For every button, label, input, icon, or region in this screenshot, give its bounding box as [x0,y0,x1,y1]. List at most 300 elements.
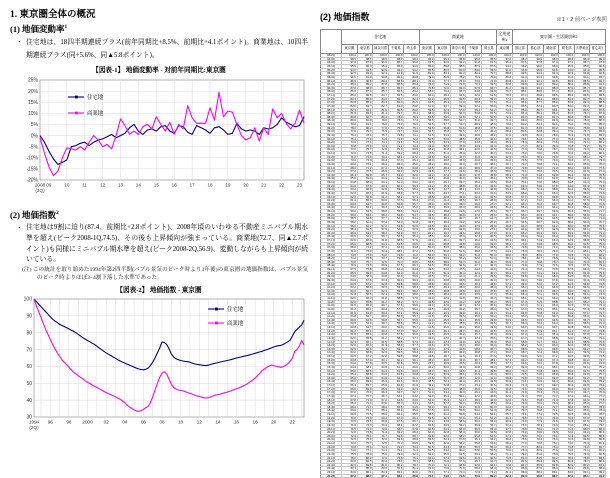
index-value-cell: 56.2 [466,420,482,424]
index-value-cell: 59.5 [388,188,404,192]
section-2-heading: (2) 地価指数$^2$ [10,210,59,220]
index-value-cell: 88.1 [404,79,420,83]
index-value-cell: 62.0 [342,300,358,304]
index-value-cell: 64.4 [543,235,559,239]
index-value-cell: 36.7 [481,347,497,351]
index-value-cell: 76.9 [466,75,482,79]
index-value-cell: 47.0 [435,304,451,308]
index-value-cell: 45.2 [419,162,435,166]
index-value-cell: 64.5 [404,405,420,409]
index-value-cell: 60.5 [342,322,358,326]
index-value-cell: 80.2 [388,463,404,467]
index-value-cell: 86.1 [528,112,544,116]
index-value-cell: 82.7 [357,115,373,119]
index-value-cell: 98.7 [512,57,528,61]
index-value-cell: 59.2 [450,423,466,427]
index-value-cell: 69.3 [528,213,544,217]
index-value-cell: 80.6 [559,460,575,464]
index-value-cell: 93.4 [574,68,590,72]
index-value-cell: 33.6 [481,184,497,188]
index-value-cell: 54.9 [574,231,590,235]
index-value-cell: 69.3 [528,231,544,235]
index-value-cell: 61.2 [373,195,389,199]
index-value-cell: 55.0 [481,420,497,424]
index-value-cell: 45.4 [450,152,466,156]
index-value-cell: 76.5 [512,434,528,438]
index-value-cell: 68.5 [528,224,544,228]
index-value-cell: 69.1 [497,445,513,449]
index-value-cell: 54.5 [419,402,435,406]
index-value-cell: 66.8 [373,268,389,272]
index-value-cell: 72.6 [590,202,606,206]
index-value-cell: 70.4 [373,249,389,253]
index-value-cell: 76.2 [512,152,528,156]
index-value-cell: 68.5 [357,242,373,246]
index-value-cell: 79.8 [528,148,544,152]
index-value-cell: 53.8 [388,224,404,228]
index-value-cell: 62.2 [357,224,373,228]
index-value-cell: 56.5 [574,235,590,239]
index-value-cell: 71.0 [342,423,358,427]
index-value-cell: 73.8 [574,133,590,137]
index-value-cell: 46.1 [435,181,451,185]
index-value-cell: 85.5 [419,68,435,72]
index-value-cell: 85.0 [528,119,544,123]
index-value-cell: 59.9 [497,380,513,384]
index-value-cell: 72.5 [373,260,389,264]
index-value-cell: 62.6 [466,94,482,98]
index-value-cell: 61.9 [373,191,389,195]
index-value-cell: 39.5 [481,275,497,279]
index-value-cell: 54.5 [497,329,513,333]
index-value-cell: 59.2 [574,347,590,351]
index-value-cell: 31.6 [450,210,466,214]
index-value-cell: 66.4 [342,173,358,177]
index-value-cell: 85.0 [559,94,575,98]
index-value-cell: 62.5 [342,239,358,243]
index-value-cell: 98.9 [528,57,544,61]
index-value-cell: 79.3 [357,130,373,134]
svg-text:15: 15 [153,182,159,188]
index-value-cell: 39.7 [466,162,482,166]
index-value-cell: 85.4 [528,460,544,464]
index-value-cell: 63.3 [388,387,404,391]
index-value-cell: 74.5 [512,159,528,163]
index-value-cell: 49.5 [435,362,451,366]
index-value-cell: 64.6 [574,398,590,402]
row-label: 15-2Q [321,358,342,362]
svg-text:-15%: -15% [26,166,38,173]
index-value-cell: 76.4 [357,445,373,449]
index-value-cell: 83.6 [481,68,497,72]
index-value-cell: 71.3 [404,449,420,453]
index-value-cell: 53.5 [435,387,451,391]
index-value-cell: 82.0 [559,463,575,467]
index-value-cell: 46.1 [466,391,482,395]
index-value-cell: 56.2 [404,307,420,311]
index-value-cell: 74.1 [373,449,389,453]
index-value-cell: 72.6 [528,355,544,359]
index-value-cell: 74.8 [590,278,606,282]
index-value-cell: 47.0 [435,336,451,340]
index-value-cell: 75.7 [543,148,559,152]
index-value-cell: 77.9 [528,264,544,268]
index-value-cell: 58.2 [388,300,404,304]
index-value-cell: 72.3 [559,434,575,438]
index-value-cell: 72.0 [559,431,575,435]
index-value-cell: 33.8 [481,318,497,322]
index-value-cell: 62.2 [574,177,590,181]
index-value-cell: 67.6 [543,278,559,282]
index-value-cell: 65.9 [373,387,389,391]
index-value-cell: 70.3 [512,369,528,373]
index-value-cell: 40.0 [466,286,482,290]
index-value-cell: 72.6 [512,398,528,402]
index-value-cell: 72.9 [466,471,482,475]
index-value-cell: 73.0 [512,402,528,406]
index-value-cell: 63.8 [481,90,497,94]
index-value-cell: 52.5 [404,224,420,228]
index-value-cell: 78.3 [512,253,528,257]
index-value-cell: 77.6 [373,456,389,460]
index-value-cell: 38.1 [481,358,497,362]
index-value-cell: 67.2 [342,170,358,174]
index-value-cell: 77.0 [512,148,528,152]
index-value-cell: 70.2 [435,90,451,94]
index-value-cell: 77.6 [373,126,389,130]
index-value-cell: 69.0 [543,271,559,275]
index-value-cell: 42.5 [419,307,435,311]
index-value-cell: 59.0 [559,231,575,235]
index-value-cell: 37.5 [466,173,482,177]
index-value-cell: 74.3 [497,108,513,112]
index-value-cell: 81.7 [590,144,606,148]
index-value-cell: 67.4 [543,358,559,362]
index-value-cell: 62.0 [342,195,358,199]
index-value-cell: 76.2 [590,380,606,384]
index-value-cell: 58.5 [559,217,575,221]
index-value-cell: 63.5 [559,355,575,359]
index-value-cell: 70.0 [466,474,482,478]
index-value-cell: 83.0 [342,104,358,108]
index-value-cell: 95.5 [342,65,358,69]
index-value-cell: 76.5 [497,460,513,464]
index-value-cell: 63.9 [388,170,404,174]
index-value-cell: 80.4 [590,431,606,435]
index-value-cell: 58.9 [574,191,590,195]
index-value-cell: 76.3 [404,123,420,127]
index-value-cell: 41.8 [450,297,466,301]
index-value-cell: 36.2 [466,181,482,185]
index-value-cell: 60.5 [404,242,420,246]
index-value-cell: 65.8 [357,195,373,199]
index-value-cell: 73.9 [543,155,559,159]
index-value-cell: 66.1 [543,340,559,344]
index-value-cell: 74.9 [435,83,451,87]
index-value-cell: 39.7 [450,239,466,243]
index-value-cell: 79.0 [559,123,575,127]
index-value-cell: 69.2 [512,358,528,362]
index-value-cell: 69.5 [388,434,404,438]
index-value-cell: 45.0 [466,246,482,250]
index-value-cell: 65.0 [342,242,358,246]
svg-text:40: 40 [26,397,32,404]
index-value-cell: 61.5 [373,340,389,344]
index-value-cell: 67.0 [466,463,482,467]
index-value-cell: 65.3 [373,380,389,384]
index-value-cell: 78.9 [574,115,590,119]
index-value-cell: 33.8 [419,220,435,224]
index-value-cell: 70.1 [512,181,528,185]
index-value-cell: 75.3 [512,155,528,159]
index-value-cell: 67.7 [512,300,528,304]
row-label: 18-3Q [321,405,342,409]
row-label: 13-4Q [321,336,342,340]
index-value-cell: 50.0 [435,365,451,369]
index-value-cell: 73.0 [574,452,590,456]
index-value-cell: 67.8 [543,362,559,366]
index-value-cell: 84.3 [512,112,528,116]
index-value-cell: 88.6 [450,65,466,69]
row-label: 06-4Q [321,235,342,239]
index-value-cell: 82.5 [543,460,559,464]
index-value-cell: 93.3 [357,72,373,76]
index-value-cell: 39.0 [481,278,497,282]
index-value-cell: 59.3 [404,184,420,188]
row-label: 12-2Q [321,315,342,319]
index-value-cell: 50.9 [435,373,451,377]
index-value-cell: 48.8 [435,289,451,293]
index-value-cell: 81.6 [373,463,389,467]
row-label: 97-3Q [321,101,342,105]
index-value-cell: 56.5 [419,115,435,119]
index-value-cell: 93.0 [435,61,451,65]
section-1-bullet [16,37,308,62]
row-label: 98-2Q [321,112,342,116]
index-value-cell: 69.8 [357,173,373,177]
index-value-cell: 62.9 [342,347,358,351]
row-label: 02-1Q [321,166,342,170]
index-value-cell: 93.6 [512,72,528,76]
index-value-cell: 65.0 [497,409,513,413]
index-value-cell: 71.2 [357,166,373,170]
index-value-cell: 83.1 [574,471,590,475]
index-value-cell: 70.0 [559,416,575,420]
index-value-cell: 67.6 [497,133,513,137]
index-value-cell: 36.2 [466,239,482,243]
index-value-cell: 76.2 [497,101,513,105]
index-value-cell: 68.4 [435,94,451,98]
row-label: 11-4Q [321,307,342,311]
row-label: 19-2Q [321,416,342,420]
index-value-cell: 54.6 [481,434,497,438]
index-value-cell: 40.7 [435,231,451,235]
index-value-cell: 48.3 [466,398,482,402]
row-label: 99-3Q [321,130,342,134]
index-value-cell: 71.4 [543,402,559,406]
index-value-cell: 38.8 [481,282,497,286]
index-value-cell: 70.4 [528,235,544,239]
index-value-cell: 63.6 [357,210,373,214]
index-value-cell: 75.3 [543,438,559,442]
index-value-cell: 72.8 [512,246,528,250]
index-value-cell: 69.0 [357,177,373,181]
index-value-cell: 62.0 [388,271,404,275]
index-value-cell: 63.0 [435,420,451,424]
index-value-cell: 87.4 [590,463,606,467]
index-value-cell: 91.0 [559,75,575,79]
index-value-cell: 49.8 [435,278,451,282]
index-value-cell: 54.8 [481,431,497,435]
right-header [320,10,607,23]
index-value-cell: 59.1 [404,358,420,362]
index-value-cell: 65.3 [543,199,559,203]
index-value-cell: 78.3 [590,409,606,413]
index-value-cell: 71.0 [435,460,451,464]
column-group-header: 東京圏・生活圏別※2 [512,30,605,45]
index-value-cell: 69.2 [388,152,404,156]
index-value-cell: 69.5 [404,442,420,446]
index-value-cell: 71.6 [574,257,590,261]
index-value-cell: 68.1 [574,423,590,427]
index-value-cell: 66.5 [357,293,373,297]
index-value-cell: 68.1 [512,239,528,243]
index-value-cell: 69.2 [466,467,482,471]
index-value-cell: 71.9 [450,83,466,87]
column-header: 多摩地区 [574,45,590,54]
index-value-cell: 88.0 [342,83,358,87]
index-value-cell: 50.8 [481,115,497,119]
index-value-cell: 97.0 [342,61,358,65]
index-value-cell: 63.2 [404,394,420,398]
index-value-cell: 73.0 [357,416,373,420]
index-value-cell: 68.0 [559,246,575,250]
index-value-cell: 83.5 [528,126,544,130]
row-label: 95-1Q [321,65,342,69]
row-label: 22-3Q [321,463,342,467]
index-value-cell: 62.4 [543,220,559,224]
index-value-cell: 42.3 [450,293,466,297]
index-value-cell: 65.3 [342,373,358,377]
index-value-cell: 68.1 [574,155,590,159]
row-label: 11-1Q [321,297,342,301]
index-value-cell: 58.8 [388,239,404,243]
column-header: 埼玉県 [481,45,497,54]
index-value-cell: 80.2 [543,456,559,460]
index-value-cell: 86.0 [590,119,606,123]
index-value-cell: 70.4 [528,322,544,326]
index-value-cell: 73.8 [590,297,606,301]
index-value-cell: 72.3 [512,394,528,398]
index-value-cell: 87.6 [590,108,606,112]
index-value-cell: 64.7 [357,315,373,319]
index-value-cell: 82.3 [497,474,513,478]
index-value-cell: 66.7 [404,264,420,268]
index-value-cell: 71.6 [450,474,466,478]
index-value-cell: 79.3 [590,264,606,268]
index-value-cell: 50.5 [435,155,451,159]
table-row [321,474,606,478]
index-value-cell: 72.5 [559,438,575,442]
index-value-cell: 89.8 [512,83,528,87]
index-value-cell: 75.9 [590,177,606,181]
index-value-cell: 54.1 [497,315,513,319]
index-value-cell: 69.0 [559,162,575,166]
row-label: 02-4Q [321,177,342,181]
index-value-cell: 78.0 [559,126,575,130]
index-value-cell: 45.0 [419,289,435,293]
index-value-cell: 45.8 [481,394,497,398]
index-value-cell: 39.7 [450,181,466,185]
index-value-cell: 40.0 [435,228,451,232]
index-value-cell: 72.1 [590,206,606,210]
index-value-cell: 59.8 [419,434,435,438]
index-value-cell: 39.1 [450,318,466,322]
svg-text:22: 22 [289,419,295,425]
index-value-cell: 71.6 [512,387,528,391]
index-value-cell: 79.7 [404,463,420,467]
index-value-cell: 63.2 [342,351,358,355]
index-value-cell: 54.0 [388,220,404,224]
index-value-cell: 62.6 [450,97,466,101]
index-value-cell: 81.3 [512,456,528,460]
index-value-cell: 43.5 [419,300,435,304]
index-value-cell: 68.0 [419,90,435,94]
index-value-cell: 68.0 [497,438,513,442]
index-value-cell: 84.3 [559,97,575,101]
index-value-cell: 68.0 [559,166,575,170]
index-value-cell: 38.1 [450,188,466,192]
index-value-cell: 25.6 [481,210,497,214]
index-value-cell: 95.8 [590,68,606,72]
index-value-cell: 70.5 [419,86,435,90]
index-value-cell: 48.7 [435,355,451,359]
index-value-cell: 43.6 [419,344,435,348]
row-label: 06-2Q [321,228,342,232]
index-value-cell: 70.6 [528,202,544,206]
index-value-cell: 72.1 [574,449,590,453]
svg-text:0%: 0% [30,133,38,140]
footnote-ref-2: 2 [56,210,59,217]
index-value-cell: 54.9 [388,213,404,217]
index-value-cell: 63.8 [559,358,575,362]
svg-text:02: 02 [103,419,109,425]
index-value-cell: 34.7 [481,311,497,315]
index-value-cell: 36.7 [481,297,497,301]
index-value-cell: 72.6 [528,282,544,286]
index-value-cell: 68.4 [481,467,497,471]
index-value-cell: 100.0 [543,54,559,58]
index-value-cell: 69.2 [481,474,497,478]
svg-text:22: 22 [279,182,285,188]
index-value-cell: 97.0 [559,61,575,65]
index-value-cell: 69.9 [543,387,559,391]
svg-text:100: 100 [23,296,32,303]
index-value-cell: 78.3 [528,249,544,253]
index-value-cell: 58.6 [450,420,466,424]
index-value-cell: 55.6 [574,210,590,214]
index-value-cell: 59.0 [342,213,358,217]
index-value-cell: 55.7 [404,326,420,330]
index-value-cell: 57.4 [404,340,420,344]
column-header: 城北部 [559,45,575,54]
index-value-cell: 91.8 [388,72,404,76]
index-value-cell: 58.2 [559,220,575,224]
index-value-cell: 61.4 [435,413,451,417]
index-value-cell: 74.3 [543,427,559,431]
index-value-cell: 57.1 [466,104,482,108]
index-value-cell: 65.8 [543,195,559,199]
